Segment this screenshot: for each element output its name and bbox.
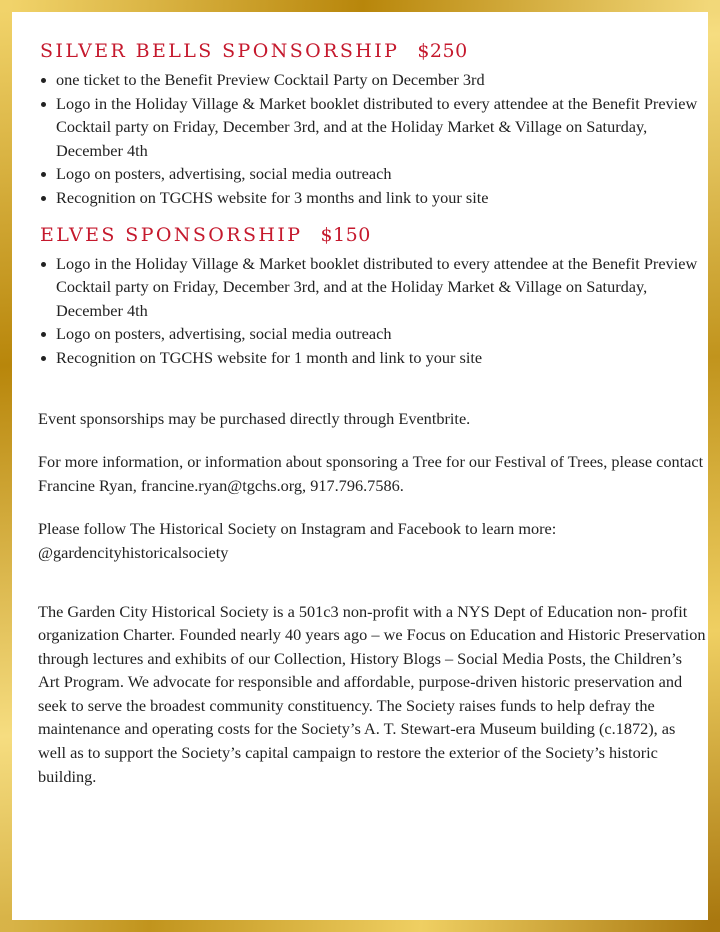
list-item: Logo in the Holiday Village & Market booklet distributed to every attendee at the Benefit Preview Cocktail party on Friday, December 3rd, and at the Holiday Market & Village on Saturday, December 4th	[40, 92, 706, 163]
silver-bells-heading	[40, 38, 706, 64]
about-paragraph: The Garden City Historical Society is a 501c3 non-profit with a NYS Dept of Education non- profit organization Charter. Founded nearly 40 years ago – we Focus on Education and Historic Preservation through lectures and exhibits of our Collection, History Blogs – Social Media Posts, the Children’s Art Program. We advocate for responsible and affordable, purpose-driven historic preservation and seek to serve the broadest community constituency. The Society raises funds to help defray the maintenance and operating costs for the Society’s A. T. Stewart-era Museum building (c.1872), as well as to support the Society’s capital campaign to restore the exterior of the Society’s historic building.	[38, 601, 706, 786]
list-item: Logo on posters, advertising, social media outreach	[40, 162, 706, 186]
list-item: Logo on posters, advertising, social media outreach	[40, 322, 706, 346]
list-item: Recognition on TGCHS website for 3 months and link to your site	[40, 186, 706, 210]
flyer-content	[26, 38, 706, 788]
elves-benefits-list	[26, 252, 706, 370]
elves-title: ELVES SPONSORSHIP	[40, 223, 303, 246]
contact-paragraph: For more information, or information about sponsoring a Tree for our Festival of Trees, please contact Francine Ryan, francine.ryan@tgchs.org, 917.796.7586.	[38, 452, 704, 495]
list-item: Logo in the Holiday Village & Market booklet distributed to every attendee at the Benefit Preview Cocktail party on Friday, December 3rd, and at the Holiday Market & Village on Saturday, December 4th	[40, 252, 706, 323]
silver-bells-benefits-list	[26, 68, 706, 210]
elves-price: $150	[320, 223, 371, 246]
elves-heading	[40, 222, 706, 248]
silver-bells-title: SILVER BELLS SPONSORSHIP	[40, 40, 400, 62]
follow-paragraph: Please follow The Historical Society on Instagram and Facebook to learn more: @gardencityhistoricalsociety	[38, 519, 557, 562]
eventbrite-paragraph: Event sponsorships may be purchased directly through Eventbrite.	[38, 408, 471, 428]
list-item: Recognition on TGCHS website for 1 month and link to your site	[40, 346, 706, 370]
list-item: one ticket to the Benefit Preview Cocktail Party on December 3rd	[40, 68, 706, 92]
silver-bells-price: $250	[417, 40, 468, 62]
